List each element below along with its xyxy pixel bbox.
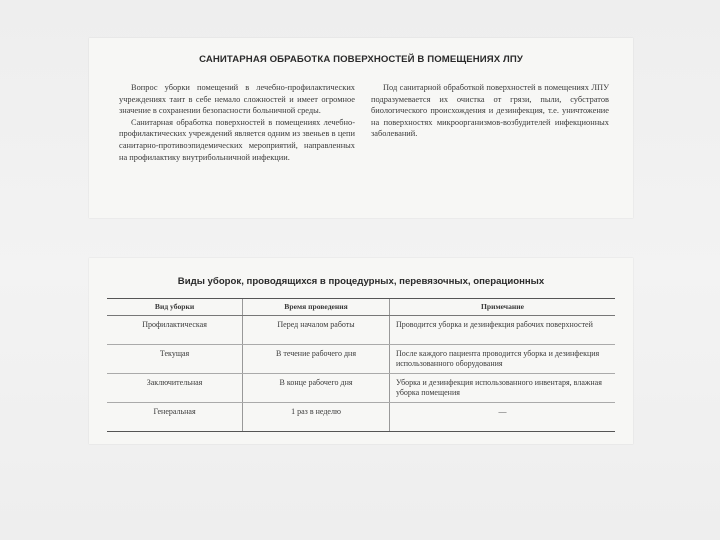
table-row (107, 374, 615, 403)
table-cell: В течение рабочего дня (243, 345, 390, 374)
table-cell: Генеральная (107, 403, 243, 432)
section-title: САНИТАРНАЯ ОБРАБОТКА ПОВЕРХНОСТЕЙ В ПОМЕЩЕНИЯХ ЛПУ (199, 54, 523, 65)
table-cell: Уборка и дезинфекция использованного инвентаря, влажная уборка помещения (389, 374, 615, 403)
paragraph: Вопрос уборки помещений в лечебно-профилактических учреждениях таит в себе немало сложностей и имеет огромное значение в сохранении безопасности больничной среды. (119, 83, 355, 116)
cleaning-types-table (107, 298, 615, 432)
table-cell: В конце рабочего дня (243, 374, 390, 403)
table-cell: Проводится уборка и дезинфекция рабочих поверхностей (389, 316, 615, 345)
column-header: Время проведения (243, 299, 390, 316)
column-header: Вид уборки (107, 299, 243, 316)
table-row (107, 403, 615, 432)
table-row (107, 316, 615, 345)
paragraph: Под санитарной обработкой поверхностей в помещениях ЛПУ подразумевается их очистка от грязи, пыли, субстратов биологического происхождения и дезинфекция, т.е. уничтожение на поверхностях микроорганизмов-возбудителей инфекционных заболеваний. (371, 83, 609, 139)
document-scan-bottom (89, 258, 633, 444)
table-cell: Профилактическая (107, 316, 243, 345)
text-column-left (119, 82, 355, 163)
table-cell: — (389, 403, 615, 432)
table-cell: Текущая (107, 345, 243, 374)
table-cell: Заключительная (107, 374, 243, 403)
column-header: Примечание (389, 299, 615, 316)
table-header-row (107, 299, 615, 316)
paragraph: Санитарная обработка поверхностей в помещениях лечебно-профилактических учреждений является одним из звеньев в цепи санитарно-противоэпидемических мероприятий, направленных на профилактику внутрибольничной инфекции. (119, 117, 355, 162)
table-cell: Перед началом работы (243, 316, 390, 345)
table-title: Виды уборок, проводящихся в процедурных, перевязочных, операционных (177, 276, 545, 287)
text-column-right (371, 82, 609, 140)
document-scan-top (89, 38, 633, 218)
table-cell: После каждого пациента проводится уборка и дезинфекция использованного оборудования (389, 345, 615, 374)
table-cell: 1 раз в неделю (243, 403, 390, 432)
table-row (107, 345, 615, 374)
